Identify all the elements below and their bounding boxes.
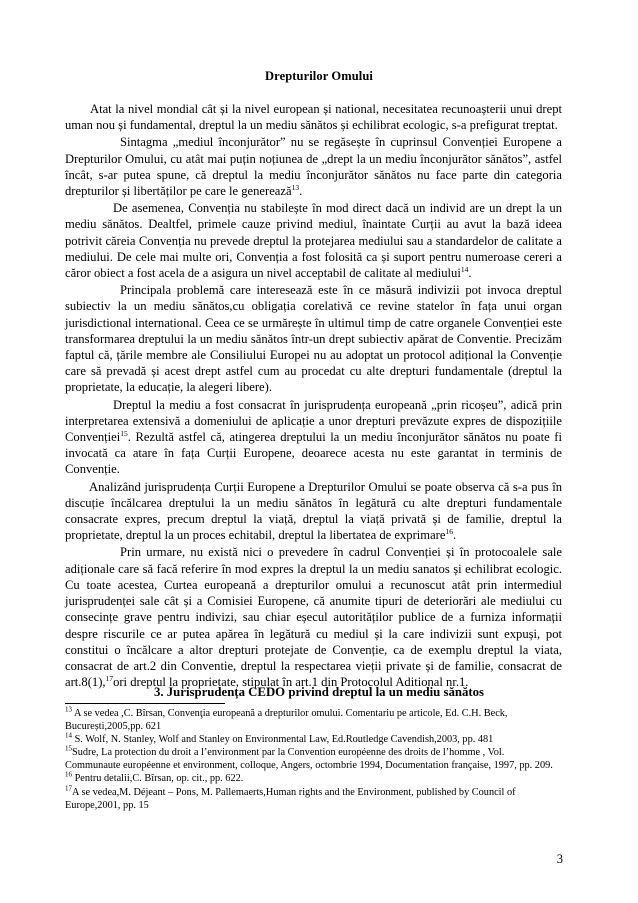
paragraph-text: De asemenea, Convenția nu stabilește în mod direct dacă un individ are un drept la un mediu sănătos. Dealtfel, primele cauze privind mediul, înaintate Curții au avut la bază ideea potrivit căreia Convenția nu prevede dreptul la protejarea mediului sau a standardelor de calitate a mediului. De cele mai multe ori, Convenția a fost folosită ca și suport pentru numeroase cereri a căror obiect a fost acela de a asigura un nivel acceptabil de calitate al mediului bbox=[65, 201, 562, 281]
footnote-divider bbox=[65, 703, 225, 704]
paragraph bbox=[65, 282, 562, 395]
footnote-number: 14 bbox=[65, 731, 72, 740]
footnote bbox=[65, 733, 562, 746]
paragraph-text: Analizând jurisprudența Curții Europene a Drepturilor Omului se poate observa că s-a pus în discuție încălcarea dreptului la un mediu sănătos în legătură cu alte drepturi fundamentale consacrate expres, precum dreptul la viață, dreptul la viață privată și de familie, dreptul la proprietate, dreptul la un proces echitabil, dreptul la libertatea de exprimare bbox=[65, 479, 562, 543]
footnote-text: S. Wolf, N. Stanley, Wolf and Stanley on Environmental Law, Ed.Routledge Cavendish,2003, pp. 481 bbox=[72, 734, 494, 746]
body-text bbox=[65, 100, 562, 690]
paragraph bbox=[65, 101, 562, 133]
footnote-text: A se vedea,M. Déjeant – Pons, M. Pallemaerts,Human rights and the Environment, published by Council of Europe,2001, pp. 15 bbox=[65, 786, 516, 811]
footnote-ref[interactable]: 15 bbox=[120, 428, 128, 438]
footnote-ref[interactable]: 16 bbox=[445, 527, 453, 537]
footnote bbox=[65, 707, 562, 733]
footnote-text: Sudre, La protection du droit a l’environment par la Convention européenne des droits de l’homme , Vol. Communaute européenne et environment, colloque, Angers, octombrie 1994, Documentation française, 1997, pp. 209. bbox=[65, 747, 553, 772]
paragraph bbox=[65, 544, 562, 690]
paragraph-text: Sintagma „mediul înconjurător” nu se regăsește în cuprinsul Convenției Europene a Drepturilor Omului, cu atât mai puțin noțiunea de „drept la un mediu înconjurător sănătos”, astfel încât, s-ar putea spune, că dreptul la mediu înconjurător sănătos nu face parte din categoria drepturilor și libertăților pe care le generează bbox=[65, 135, 562, 199]
footnote bbox=[65, 746, 562, 772]
footnote-number: 13 bbox=[65, 705, 72, 714]
section-heading: 3. Jurisprudența CEDO privind dreptul la un mediu sănătos bbox=[153, 685, 485, 699]
paragraph-text: Principala problemă care interesează este în ce măsură indivizii pot invoca dreptul subiectiv la un mediu sănătos,cu obligația corelativă ce revine statelor în fața unui organ jurisdictional international. Ceea ce se urmărește în ultimul timp de catre organele Convenției este transformarea dreptului la un mediu sănătos într-un drept subiectiv apărat de Conventie. Precizăm faptul că, țările membre ale Consiliului Europei nu au adoptat un protocol adițional la Convenție care să prevadă și acest drept astfel cum au procedat cu alte drepturi fundamentale (dreptul la proprietate, la educație, la alegeri libere). bbox=[65, 283, 562, 395]
footnote bbox=[65, 772, 562, 785]
paragraph bbox=[65, 479, 562, 544]
footnotes bbox=[65, 707, 562, 812]
footnote-ref[interactable]: 13 bbox=[291, 182, 300, 192]
paragraph-tail: . bbox=[452, 528, 457, 543]
footnote-text: A se vedea ,C. Bîrsan, Convenţia europeană a drepturilor omului. Comentariu pe articole, Ed. C.H. Beck, București,2005,pp. 621 bbox=[65, 708, 508, 733]
paragraph-tail: . bbox=[299, 184, 303, 199]
paragraph-text: Prin urmare, nu există nici o prevedere în cadrul Convenției și în protocoalele sale adiționale care să facă referire în mod expres la dreptul la un mediu sanatos și echilibrat ecologic. Cu toate acestea, Curtea europeană a drepturilor omului a recunoscut atât prin intermediul jurisprudenței sale cât și a Comisiei Europene, că anumite tipuri de deteriorări ale mediului cu consecințe grave pentru indivizi, sau chiar eșecul autorităților publice de a furniza informații despre riscurile ce ar putea apărea în legătură cu mediul și la care indivizii sunt expuși, pot constitui o încălcare a altor drepturi protejate de Convenție, ca de exemplu dreptul la viata, consacrat de art.2 din Conventie, dreptul la respectarea vieții private și de familie, consacrat de art.8(1), bbox=[65, 545, 562, 690]
paragraph bbox=[65, 397, 562, 478]
section-title: Drepturilor Omului bbox=[265, 69, 373, 83]
paragraph-tail: . bbox=[468, 266, 472, 281]
footnote-number: 16 bbox=[65, 771, 72, 780]
paragraph-text: Dreptul la mediu a fost consacrat în jurisprudența europeană „prin ricoșeu”, adică prin interpretarea extensivă a domeniului de aplicație a unor drepturi prevăzute expres de dispozițiile Convenției bbox=[65, 397, 562, 445]
footnote-number: 17 bbox=[65, 784, 72, 793]
footnote-text: Pentru detalii,C. Bîrsan, op. cit., pp. 622. bbox=[72, 773, 244, 785]
paragraph bbox=[65, 200, 562, 281]
paragraph-text: Atat la nivel mondial cât și la nivel european și national, necesitatea recunoașterii unui drept uman nou și fundamental, dreptul la un mediu sănătos și echilibrat ecologic, s-a prefigurat treptat. bbox=[65, 102, 562, 133]
footnote-ref[interactable]: 17 bbox=[105, 673, 114, 683]
footnote-ref[interactable]: 14 bbox=[460, 264, 469, 274]
paragraph bbox=[65, 134, 562, 199]
footnote-number: 15 bbox=[65, 744, 72, 753]
page-number: 3 bbox=[556, 852, 563, 866]
footnote bbox=[65, 786, 562, 812]
paragraph-tail: ori dreptul la proprietate, stipulat în art.1 din Protocolul Aditional nr.1. bbox=[113, 675, 469, 690]
paragraph-tail: . Rezultă astfel că, atingerea dreptului la un mediu înconjurător sănătos nu poate fi invocată ca atare în fața Curții Europene, deoarece acesta nu este garantat in terminis de Convenție. bbox=[65, 430, 562, 477]
